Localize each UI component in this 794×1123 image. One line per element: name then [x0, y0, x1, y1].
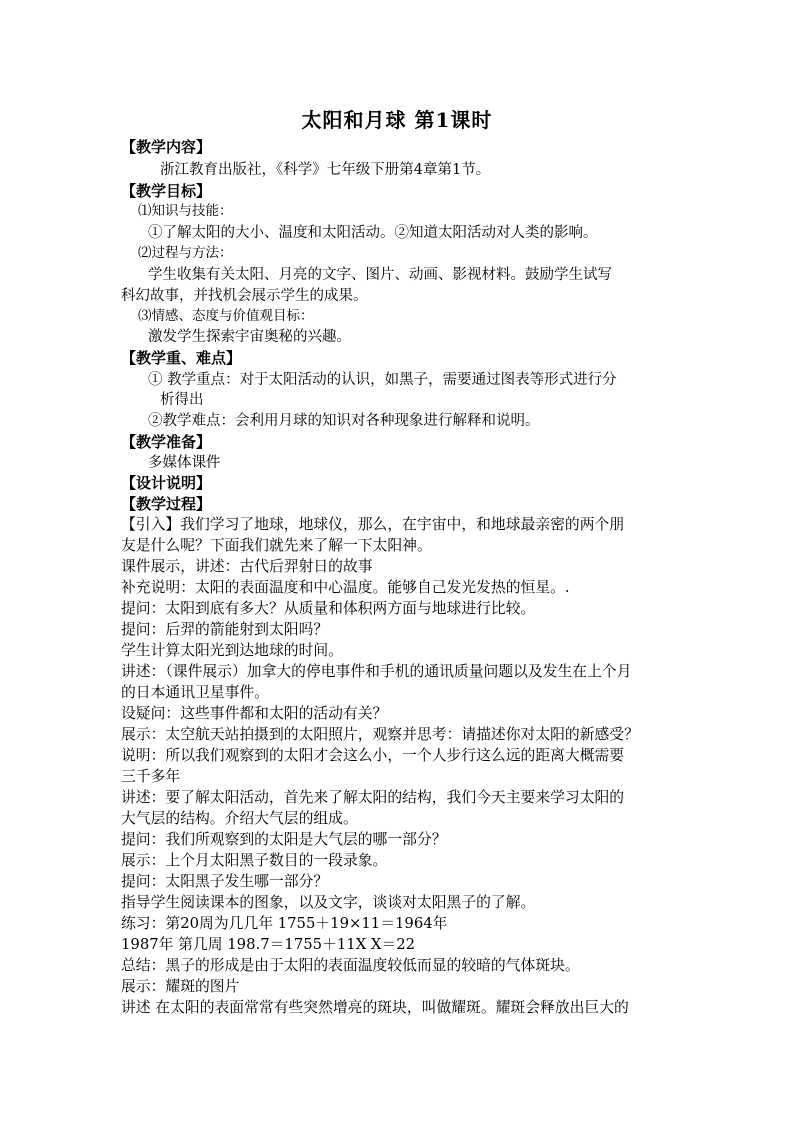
process-line: 学生计算太阳光到达地球的时间。: [121, 642, 343, 659]
process-line: 说明：所以我们观察到的太阳才会这么小，一个人步行这么远的距离大概需要: [121, 747, 625, 764]
content-text: 浙江教育出版社，《科学》七年级下册第4章第1节。: [160, 162, 491, 178]
process-line: 提问：我们所观察到的太阳是大气层的哪一部分？: [121, 831, 447, 848]
key-point-1-line-2: 析得出: [160, 392, 204, 408]
objective-sub2: ⑵过程与方法：: [138, 245, 233, 261]
objective-sub1: ⑴知识与技能：: [138, 203, 233, 219]
process-line: 讲述：（课件展示）加拿大的停电事件和手机的通讯质量问题以及发生在上个月: [121, 663, 632, 680]
section-heading-content: 【教学内容】: [121, 138, 212, 156]
section-heading-preparation: 【教学准备】: [121, 433, 212, 451]
key-point-1-line-1: ① 教学重点：对于太阳活动的认识，如黑子，需要通过图表等形式进行分: [148, 372, 617, 388]
objective-sub1-text: ①了解太阳的大小、温度和太阳活动。②知道太阳活动对人类的影响。: [148, 225, 598, 241]
process-line: 展示：耀斑的图片: [121, 978, 240, 995]
process-line: 指导学生阅读课本的图象，以及文字，谈谈对太阳黑子的了解。: [121, 894, 536, 911]
process-line: 提问：太阳黑子发生哪一部分？: [121, 873, 329, 890]
process-line: 友是什么呢？下面我们就先来了解一下太阳神。: [121, 537, 432, 554]
section-heading-process: 【教学过程】: [121, 495, 212, 513]
process-line: 讲述 在太阳的表面常常有些突然增亮的斑块，叫做耀斑。耀斑会释放出巨大的: [121, 999, 629, 1016]
process-line: 的日本通讯卫星事件。: [121, 684, 269, 701]
process-line: 三千多年: [121, 768, 181, 785]
process-line: 大气层的结构。介绍大气层的组成。: [121, 810, 358, 827]
process-line: 展示：太空航天站拍摄到的太阳照片，观察并思考：请描述你对太阳的新感受？: [121, 726, 639, 743]
section-heading-objectives: 【教学目标】: [121, 182, 212, 200]
process-line: 练习：第20周为几几年 1755＋19×11＝1964年: [121, 915, 448, 932]
objective-sub3-text: 激发学生探索宇宙奥秘的兴趣。: [148, 329, 351, 345]
process-line: 课件展示，讲述：古代后羿射日的故事: [121, 558, 373, 575]
objective-sub2-text-1: 学生收集有关太阳、月亮的文字、图片、动画、影视材料。鼓励学生试写: [148, 267, 612, 283]
preparation-text: 多媒体课件: [148, 455, 221, 471]
process-line: 展示：上个月太阳黑子数目的一段录象。: [121, 852, 388, 869]
process-line: 【引入】我们学习了地球，地球仪，那么，在宇宙中，和地球最亲密的两个朋: [121, 516, 625, 533]
process-line: 补充说明：太阳的表面温度和中心温度。能够自己发光发热的恒星。.: [121, 579, 570, 596]
section-heading-key-points: 【教学重、难点】: [121, 349, 242, 367]
process-line: 设疑问：这些事件都和太阳的活动有关？: [121, 705, 388, 722]
page-title: 太阳和月球 第1课时: [301, 108, 493, 132]
process-line: 提问：太阳到底有多大？从质量和体积两方面与地球进行比较。: [121, 600, 536, 617]
process-line: 1987年 第几周 198.7＝1755＋11X X＝22: [121, 936, 416, 953]
process-line: 提问：后羿的箭能射到太阳吗？: [121, 621, 329, 638]
key-point-2: ②教学难点：会利用月球的知识对各种现象进行解释和说明。: [148, 413, 540, 429]
process-line: 讲述：要了解太阳活动，首先来了解太阳的结构，我们今天主要来学习太阳的: [121, 789, 625, 806]
section-heading-design: 【设计说明】: [121, 474, 212, 492]
objective-sub3: ⑶情感、态度与价值观目标：: [138, 308, 314, 324]
objective-sub2-text-2: 科幻故事，并找机会展示学生的成果。: [121, 288, 368, 304]
process-line: 总结：黑子的形成是由于太阳的表面温度较低而显的较暗的气体斑块。: [121, 957, 580, 974]
